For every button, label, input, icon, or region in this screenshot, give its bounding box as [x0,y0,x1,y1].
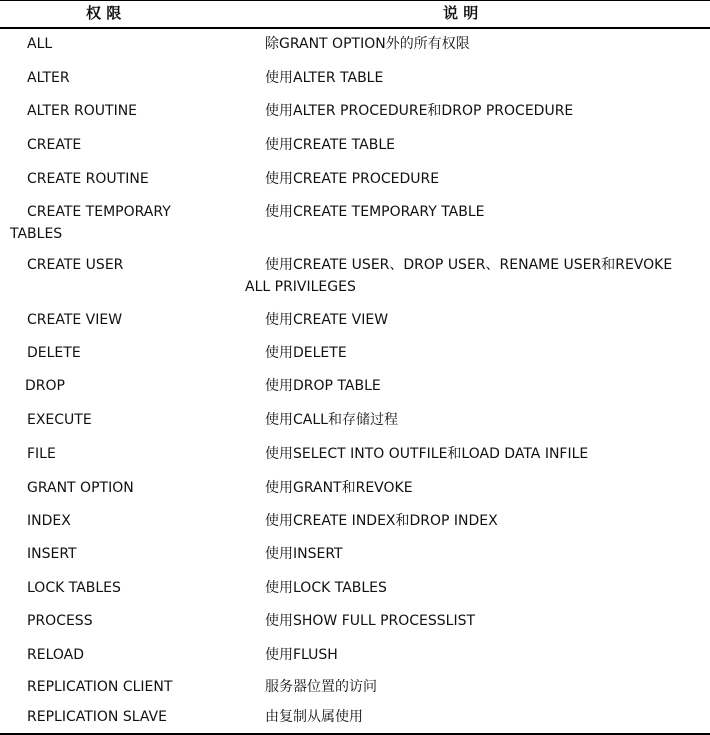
privilege-cell: REPLICATION SLAVE [27,709,167,725]
privilege-cell: PROCESS [27,613,93,629]
privilege-cell: CREATE [27,137,82,153]
description-cell: 使用CREATE INDEX和DROP INDEX [265,513,498,529]
privilege-cell: ALTER [27,70,70,86]
privilege-cell: LOCK TABLES [27,580,121,596]
privilege-cell: INDEX [27,513,71,529]
description-cell: 使用CREATE TABLE [265,137,395,153]
header-description: 说 明 [443,4,479,22]
description-cell: 使用CALL和存储过程 [265,412,398,428]
privilege-cell: CREATE USER [27,257,124,273]
privilege-cell: CREATE VIEW [27,312,123,328]
privilege-cell: REPLICATION CLIENT [27,679,173,695]
description-cell: 服务器位置的访问 [265,679,377,695]
privilege-cell: FILE [27,446,56,462]
description-cell: 使用INSERT [265,546,343,562]
privilege-cell: RELOAD [27,647,85,663]
header-privilege: 权 限 [86,4,122,22]
description-cell: 使用DROP TABLE [265,378,381,394]
privilege-cell: CREATE TEMPORARY TABLES [10,204,176,242]
description-cell: 使用LOCK TABLES [265,580,387,596]
privilege-cell: ALTER ROUTINE [27,103,138,119]
description-cell: 使用ALTER PROCEDURE和DROP PROCEDURE [265,103,574,119]
description-cell: 使用GRANT和REVOKE [265,480,413,496]
description-cell: 使用SHOW FULL PROCESSLIST [265,613,476,629]
top-rule [0,0,710,1]
header-rule [0,27,710,29]
privilege-cell: INSERT [27,546,77,562]
privilege-cell: EXECUTE [27,412,92,428]
description-cell: 使用CREATE USER、DROP USER、RENAME USER和REVOKE ALL PRIVILEGES [245,257,677,295]
description-cell: 使用CREATE PROCEDURE [265,171,440,187]
privilege-cell: DROP [25,378,65,394]
description-cell: 使用CREATE TEMPORARY TABLE [265,204,485,220]
privilege-cell: ALL [27,36,53,52]
description-cell: 由复制从属使用 [265,709,363,725]
description-cell: 除GRANT OPTION外的所有权限 [265,36,470,52]
privilege-cell: CREATE ROUTINE [27,171,149,187]
description-cell: 使用CREATE VIEW [265,312,389,328]
description-cell: 使用SELECT INTO OUTFILE和LOAD DATA INFILE [265,446,589,462]
description-cell: 使用DELETE [265,345,347,361]
description-cell: 使用FLUSH [265,647,338,663]
description-cell: 使用ALTER TABLE [265,70,384,86]
privilege-cell: DELETE [27,345,81,361]
privilege-cell: GRANT OPTION [27,480,134,496]
